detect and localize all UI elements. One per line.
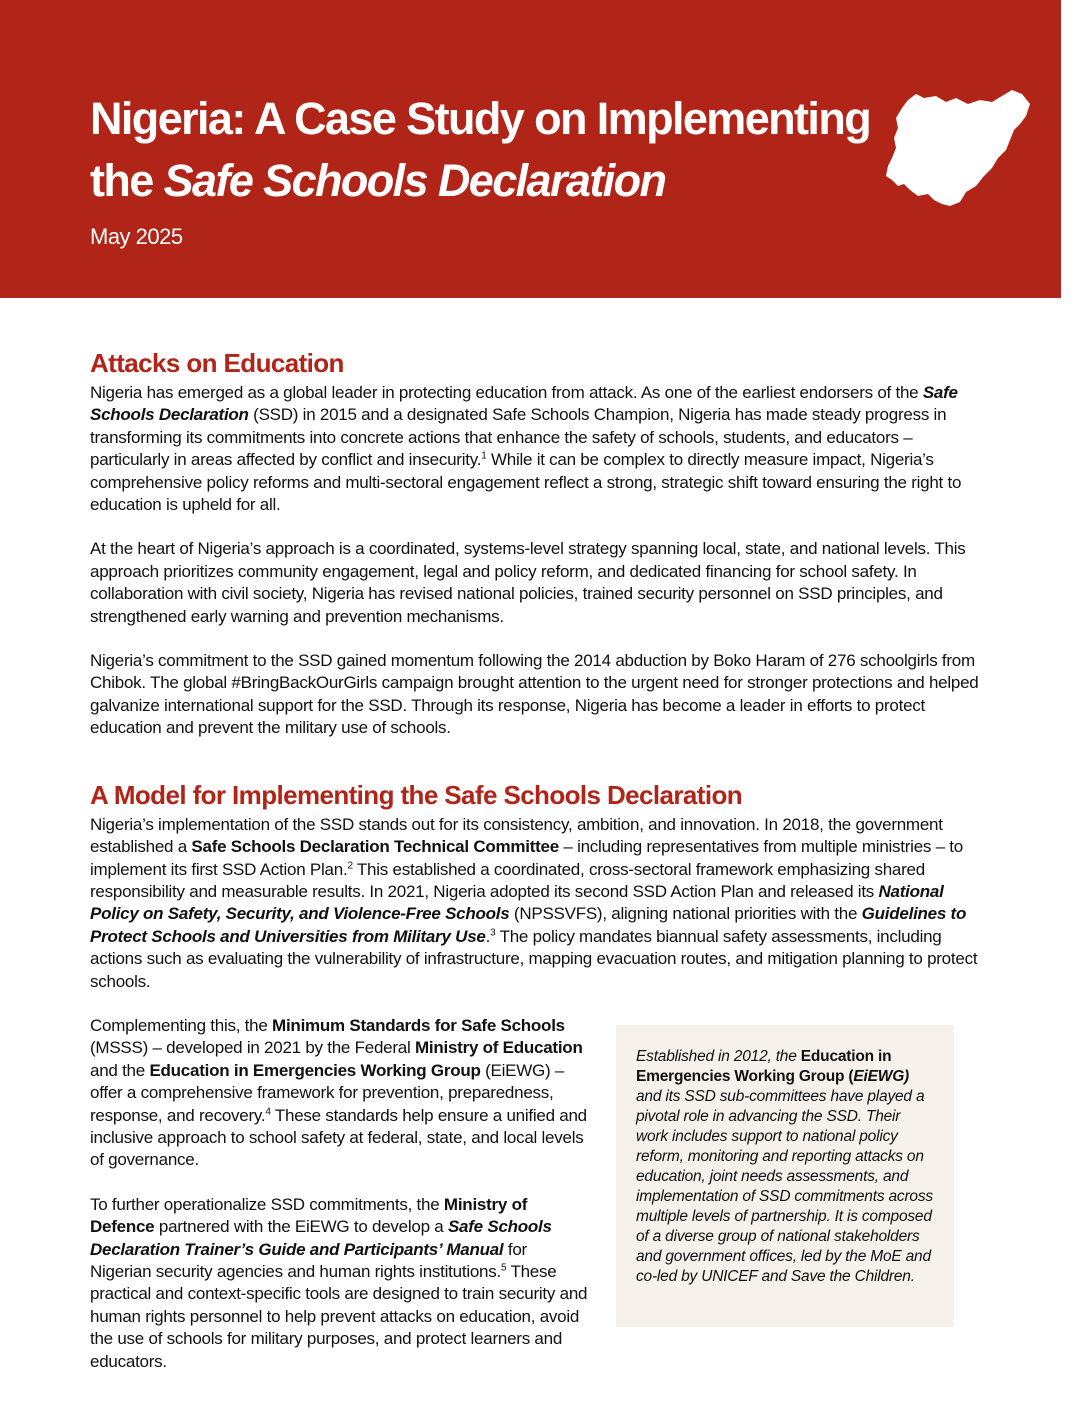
committee-name: Safe Schools Declaration Technical Committee <box>191 837 559 857</box>
footnote-ref-5: 5 <box>500 1262 507 1274</box>
text-run: Education in Emergencies Working Group ( <box>636 1047 892 1085</box>
eiewg-callout-box <box>616 1025 954 1327</box>
left-column <box>90 1015 590 1373</box>
text-run: for Nigerian security agencies and human rights institutions. <box>90 1239 527 1281</box>
text-run: These standards help ensure a unified and inclusive approach to school safety at federal, state, and local levels of governance. <box>90 1105 587 1170</box>
text-run: This established a coordinated, cross-sectoral framework emphasizing shared responsibility and measurable results. In 2021, Nigeria adopted its second SSD Action Plan and released its <box>90 859 925 901</box>
text-run: (NPSSVFS), aligning national priorities with the <box>509 904 862 924</box>
text-run: EiEWG) <box>853 1067 910 1085</box>
section2-paragraph-1 <box>90 814 980 993</box>
text-run: and its SSD sub-committees have played a pivotal role in advancing the SSD. Their work includes support to national policy reform, monitoring and reporting attacks on education, joint needs assessments, and implementation of SSD commitments across multiple levels of partnership. It is composed of a diverse group of national stakeholders and government offices, led by the MoE and co-led by UNICEF and Save the Children. <box>636 1087 933 1285</box>
text-run: – including representatives from multiple ministries – to implement its first SSD Action Plan. <box>90 837 963 879</box>
ministry-defence: Ministry of Defence <box>90 1194 528 1237</box>
text-run: (EiEWG) – offer a comprehensive framework for prevention, preparedness, response, and recovery. <box>90 1060 565 1125</box>
two-column-area <box>90 1015 980 1373</box>
text-run: Established in 2012, the <box>636 1047 801 1065</box>
trainer-guide-title: Safe Schools Declaration Trainer’s Guide and Participants’ Manual <box>90 1217 552 1259</box>
title-line-2-italic: Safe Schools Declaration <box>163 155 666 206</box>
text-run: The policy mandates biannual safety assessments, including actions such as evaluating the vulnerability of infrastructure, mapping evacuation routes, and mitigation planning to protect schools. <box>90 926 978 991</box>
text-run: Complementing this, the <box>90 1015 273 1035</box>
text-run: Nigeria’s implementation of the SSD stands out for its consistency, ambition, and innovation. In 2018, the government established a <box>90 814 943 857</box>
text-run: (SSD) in 2015 and a designated Safe Schools Champion, Nigeria has made steady progress in transforming its commitments into concrete actions that enhance the safety of schools, students, and educators – particularly in areas affected by conflict and insecurity. <box>90 405 947 470</box>
section-heading-model: A Model for Implementing the Safe Schools Declaration <box>90 779 743 810</box>
text-run: These practical and context-specific tools are designed to train security and human rights personnel to help prevent attacks on education, avoid the use of schools for military purposes, and protect learners and educators. <box>90 1262 588 1371</box>
text-run: (MSSS) – developed in 2021 by the Federal <box>90 1038 415 1058</box>
text-run: partnered with the EiEWG to develop a <box>154 1217 448 1237</box>
footnote-ref-2: 2 <box>347 859 353 871</box>
main-content <box>90 344 980 1373</box>
policy-title: National Policy on Safety, Security, and Violence-Free Schools <box>90 881 944 924</box>
ssd-title: Safe Schools Declaration <box>90 383 958 425</box>
callout-text <box>636 1047 934 1287</box>
page-title <box>90 88 890 212</box>
footnote-ref-4: 4 <box>265 1105 271 1117</box>
section2-paragraph-3 <box>90 1194 590 1373</box>
guidelines-title: Guidelines to Protect Schools and Universities from Military Use <box>90 904 967 946</box>
footnote-ref-1: 1 <box>481 450 487 462</box>
text-run: Nigeria has emerged as a global leader in protecting education from attack. As one of the earliest endorsers of the <box>90 383 923 402</box>
text-run: To further operationalize SSD commitments, the <box>90 1194 444 1214</box>
publication-date: May 2025 <box>90 224 183 249</box>
msss-title: Minimum Standards for Safe Schools <box>272 1015 565 1035</box>
title-line-1: Nigeria: A Case Study on Implementing <box>90 93 871 144</box>
eiewg-name: Education in Emergencies Working Group <box>149 1060 481 1080</box>
section1-paragraph-3: Nigeria’s commitment to the SSD gained momentum following the 2014 abduction by Boko Haram of 276 schoolgirls from Chibok. The global #BringBackOurGirls campaign brought attention to the urgent need for stronger protections and helped galvanize international support for the SSD. Through its response, Nigeria has become a leader in efforts to protect education and prevent the military use of schools. <box>90 651 979 738</box>
footnote-ref-3: 3 <box>490 927 496 939</box>
section2-paragraph-2 <box>90 1015 590 1172</box>
ministry-education: Ministry of Education <box>414 1038 583 1058</box>
header-banner <box>0 0 1061 298</box>
section1-paragraph-1 <box>90 382 980 516</box>
section1-paragraph-2: At the heart of Nigeria’s approach is a coordinated, systems-level strategy spanning local, state, and national levels. This approach prioritizes community engagement, legal and policy reform, and dedicated financing for school safety. In collaboration with civil society, Nigeria has revised national policies, trained security personnel on SSD principles, and strengthened early warning and prevention mechanisms. <box>90 539 966 626</box>
text-run: . <box>485 926 491 946</box>
text-run: and the <box>90 1060 150 1080</box>
nigeria-map-icon <box>884 86 1034 210</box>
title-line-2-plain: the <box>90 155 164 206</box>
text-run: While it can be complex to directly measure impact, Nigeria’s comprehensive policy reforms and multi-sectoral engagement reflect a strong, strategic shift toward ensuring the right to education is upheld for all. <box>90 450 962 515</box>
section-heading-attacks: Attacks on Education <box>90 348 344 378</box>
